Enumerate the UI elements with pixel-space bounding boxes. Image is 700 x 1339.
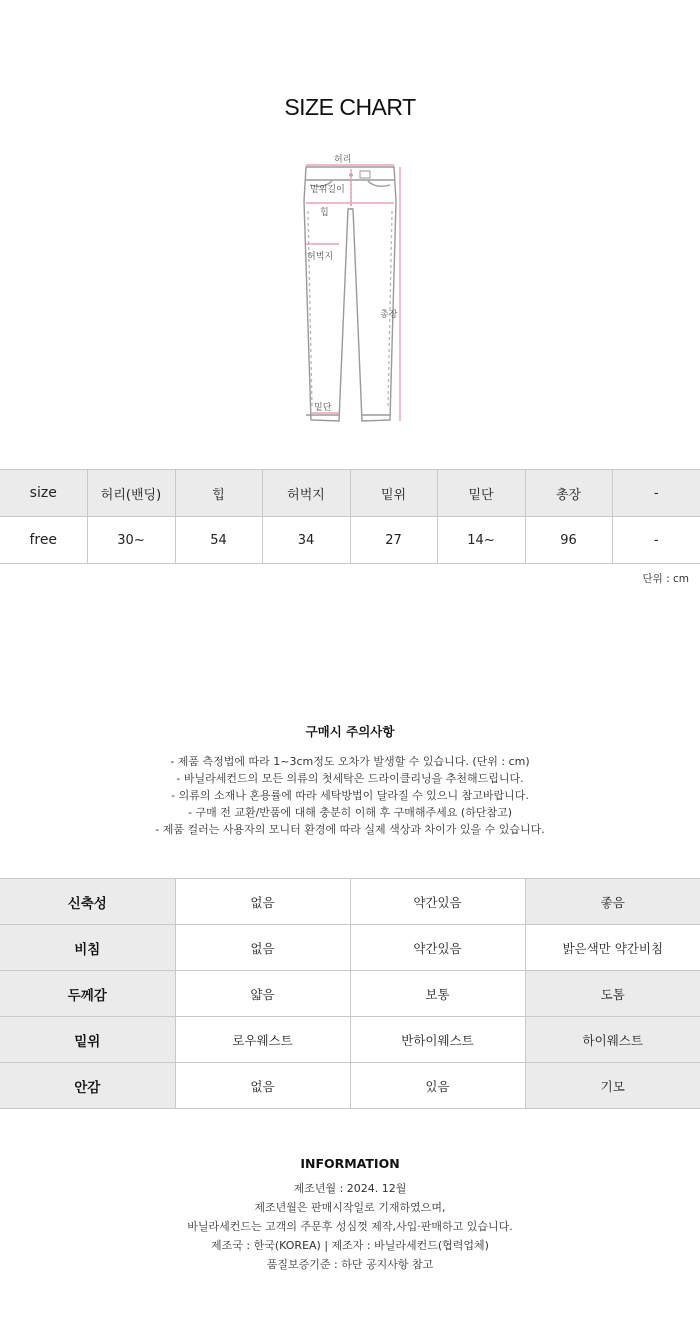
- information-line: 품질보증기준 : 하단 공지사항 참고: [266, 1258, 434, 1271]
- page-title: SIZE CHART: [284, 94, 416, 120]
- hem-header: 밑단: [437, 470, 525, 517]
- feature-label: 비침: [0, 925, 175, 971]
- length-label: 총장: [380, 310, 398, 320]
- length-header: 총장: [525, 470, 612, 517]
- notice-item: - 바닐라세컨드의 모든 의류의 첫세탁은 드라이클리닝을 추천해드립니다.: [176, 772, 524, 785]
- information-line: 제조년월 : 2024. 12월: [293, 1182, 407, 1195]
- feature-label: 두께감: [0, 971, 175, 1017]
- pants-outline: [304, 167, 396, 421]
- hem-label: 밑단: [314, 403, 332, 413]
- table-row: [0, 517, 700, 564]
- thigh-header: 허벅지: [262, 470, 350, 517]
- feature-row-stretch: [0, 879, 700, 925]
- thigh-value: 34: [262, 517, 350, 564]
- feature-label: 밑위: [0, 1017, 175, 1063]
- button-detail: [360, 171, 370, 178]
- extra-header: -: [612, 470, 700, 517]
- hip-label: 힙: [320, 208, 329, 218]
- notice-title: 구매시 주의사항: [305, 724, 395, 739]
- feature-row-thickness: [0, 971, 700, 1017]
- size-table: [0, 469, 700, 564]
- notice-item: - 제품 측정법에 따라 1~3cm정도 오차가 발생할 수 있습니다. (단위 : cm): [170, 755, 530, 768]
- feature-label: 신축성: [0, 879, 175, 925]
- extra-value: -: [612, 517, 700, 564]
- feature-option: 하이웨스트: [525, 1017, 700, 1063]
- notice-item: - 제품 컬러는 사용자의 모니터 환경에 따라 실제 색상과 차이가 있을 수 있습니다.: [155, 823, 545, 836]
- information-section: [0, 1156, 700, 1274]
- feature-option: 얇음: [175, 971, 350, 1017]
- feature-option: 약간있음: [350, 925, 525, 971]
- waist-label: 허리: [334, 155, 352, 165]
- hip-header: 힙: [175, 470, 262, 517]
- information-line: 제조국 : 한국(KOREA) | 제조자 : 바닐라세컨드(협력업체): [211, 1239, 489, 1252]
- hem-value: 14~: [437, 517, 525, 564]
- notice-item: - 구매 전 교환/반품에 대해 충분히 이해 후 구매해주세요 (하단참고): [187, 806, 512, 819]
- feature-option: 반하이웨스트: [350, 1017, 525, 1063]
- information-title: INFORMATION: [300, 1156, 400, 1171]
- rise-header: 밑위: [350, 470, 437, 517]
- length-value: 96: [525, 517, 612, 564]
- hip-value: 54: [175, 517, 262, 564]
- size-header: size: [0, 470, 87, 517]
- rise-value: 27: [350, 517, 437, 564]
- feature-option: 없음: [175, 925, 350, 971]
- feature-option: 보통: [350, 971, 525, 1017]
- measure-lines: [306, 165, 400, 421]
- feature-option: 기모: [525, 1063, 700, 1109]
- feature-option: 약간있음: [350, 879, 525, 925]
- notice-item: - 의류의 소재나 혼용률에 따라 세탁방법이 달라질 수 있으니 참고바랍니다.: [171, 789, 529, 802]
- unit-note: 단위 : cm: [642, 573, 689, 585]
- feature-option: 없음: [175, 879, 350, 925]
- feature-option: 도톰: [525, 971, 700, 1017]
- size-value: free: [0, 517, 87, 564]
- feature-option: 없음: [175, 1063, 350, 1109]
- size-table-header: [0, 470, 700, 517]
- information-line: 바닐라세컨드는 고객의 주문후 성심껏 제작,사입·판매하고 있습니다.: [187, 1220, 513, 1233]
- feature-option: 밝은색만 약간비침: [525, 925, 700, 971]
- thigh-label: 허벅지: [307, 252, 334, 262]
- waist-header: 허리(밴딩): [87, 470, 175, 517]
- waist-value: 30~: [87, 517, 175, 564]
- rise-label: 밑위길이: [310, 185, 345, 195]
- information-line: 제조년월은 판매시작일로 기재하였으며,: [254, 1201, 446, 1214]
- pants-diagram: [290, 145, 410, 430]
- feature-label: 안감: [0, 1063, 175, 1109]
- feature-row-rise: [0, 1017, 700, 1063]
- feature-option: 로우웨스트: [175, 1017, 350, 1063]
- feature-row-lining: [0, 1063, 700, 1109]
- feature-row-sheerness: [0, 925, 700, 971]
- feature-option: 좋음: [525, 879, 700, 925]
- feature-table: [0, 878, 700, 1109]
- purchase-notice: [0, 722, 700, 838]
- feature-option: 있음: [350, 1063, 525, 1109]
